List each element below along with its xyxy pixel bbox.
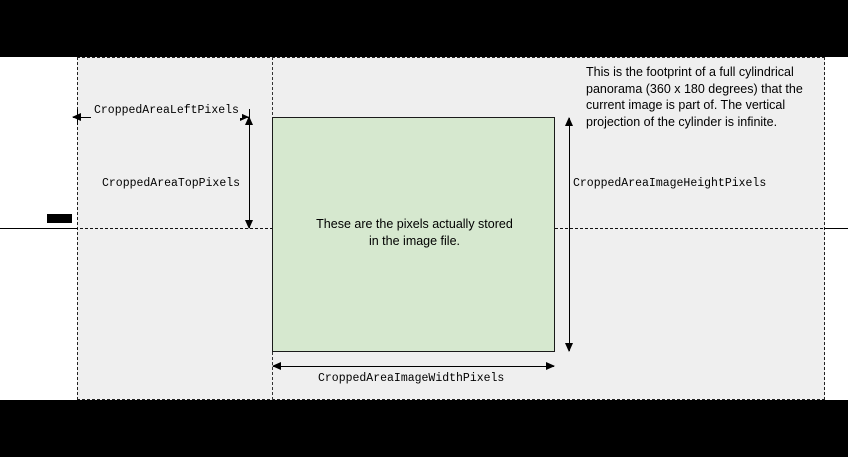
image-height-arrow-line — [569, 118, 570, 351]
stored-pixels-line2: in the image file. — [368, 234, 461, 248]
equator-solid-right-segment — [824, 228, 848, 229]
left-pixels-tick-start — [77, 109, 78, 125]
top-pixels-arrow-head-bottom — [245, 220, 253, 229]
stored-pixels-rect — [272, 117, 555, 352]
cropped-area-image-height-pixels-label: CroppedAreaImageHeightPixels — [570, 176, 769, 191]
image-width-arrow-head-end — [546, 362, 555, 370]
image-width-arrow-head-start — [272, 362, 281, 370]
image-width-arrow-line — [273, 366, 554, 367]
cropped-area-top-pixels-label: CroppedAreaTopPixels — [99, 176, 243, 191]
image-height-arrow-head-top — [565, 117, 573, 126]
cropped-area-left-pixels-label: CroppedAreaLeftPixels — [91, 103, 242, 118]
stored-pixels-line1: These are the pixels actually stored — [316, 217, 513, 231]
top-pixels-arrow-head-top — [245, 116, 253, 125]
image-height-arrow-head-bottom — [565, 343, 573, 352]
equator-solid-left-segment — [0, 228, 78, 229]
cropped-area-image-width-pixels-label: CroppedAreaImageWidthPixels — [315, 371, 507, 386]
left-edge-marker — [47, 214, 72, 223]
top-pixels-arrow-line — [249, 117, 250, 228]
footprint-note: This is the footprint of a full cylindrical panorama (360 x 180 degrees) that the current image is part of. The vertical projection of the cylinder is infinite. — [586, 65, 803, 129]
stored-pixels-label — [273, 216, 556, 250]
